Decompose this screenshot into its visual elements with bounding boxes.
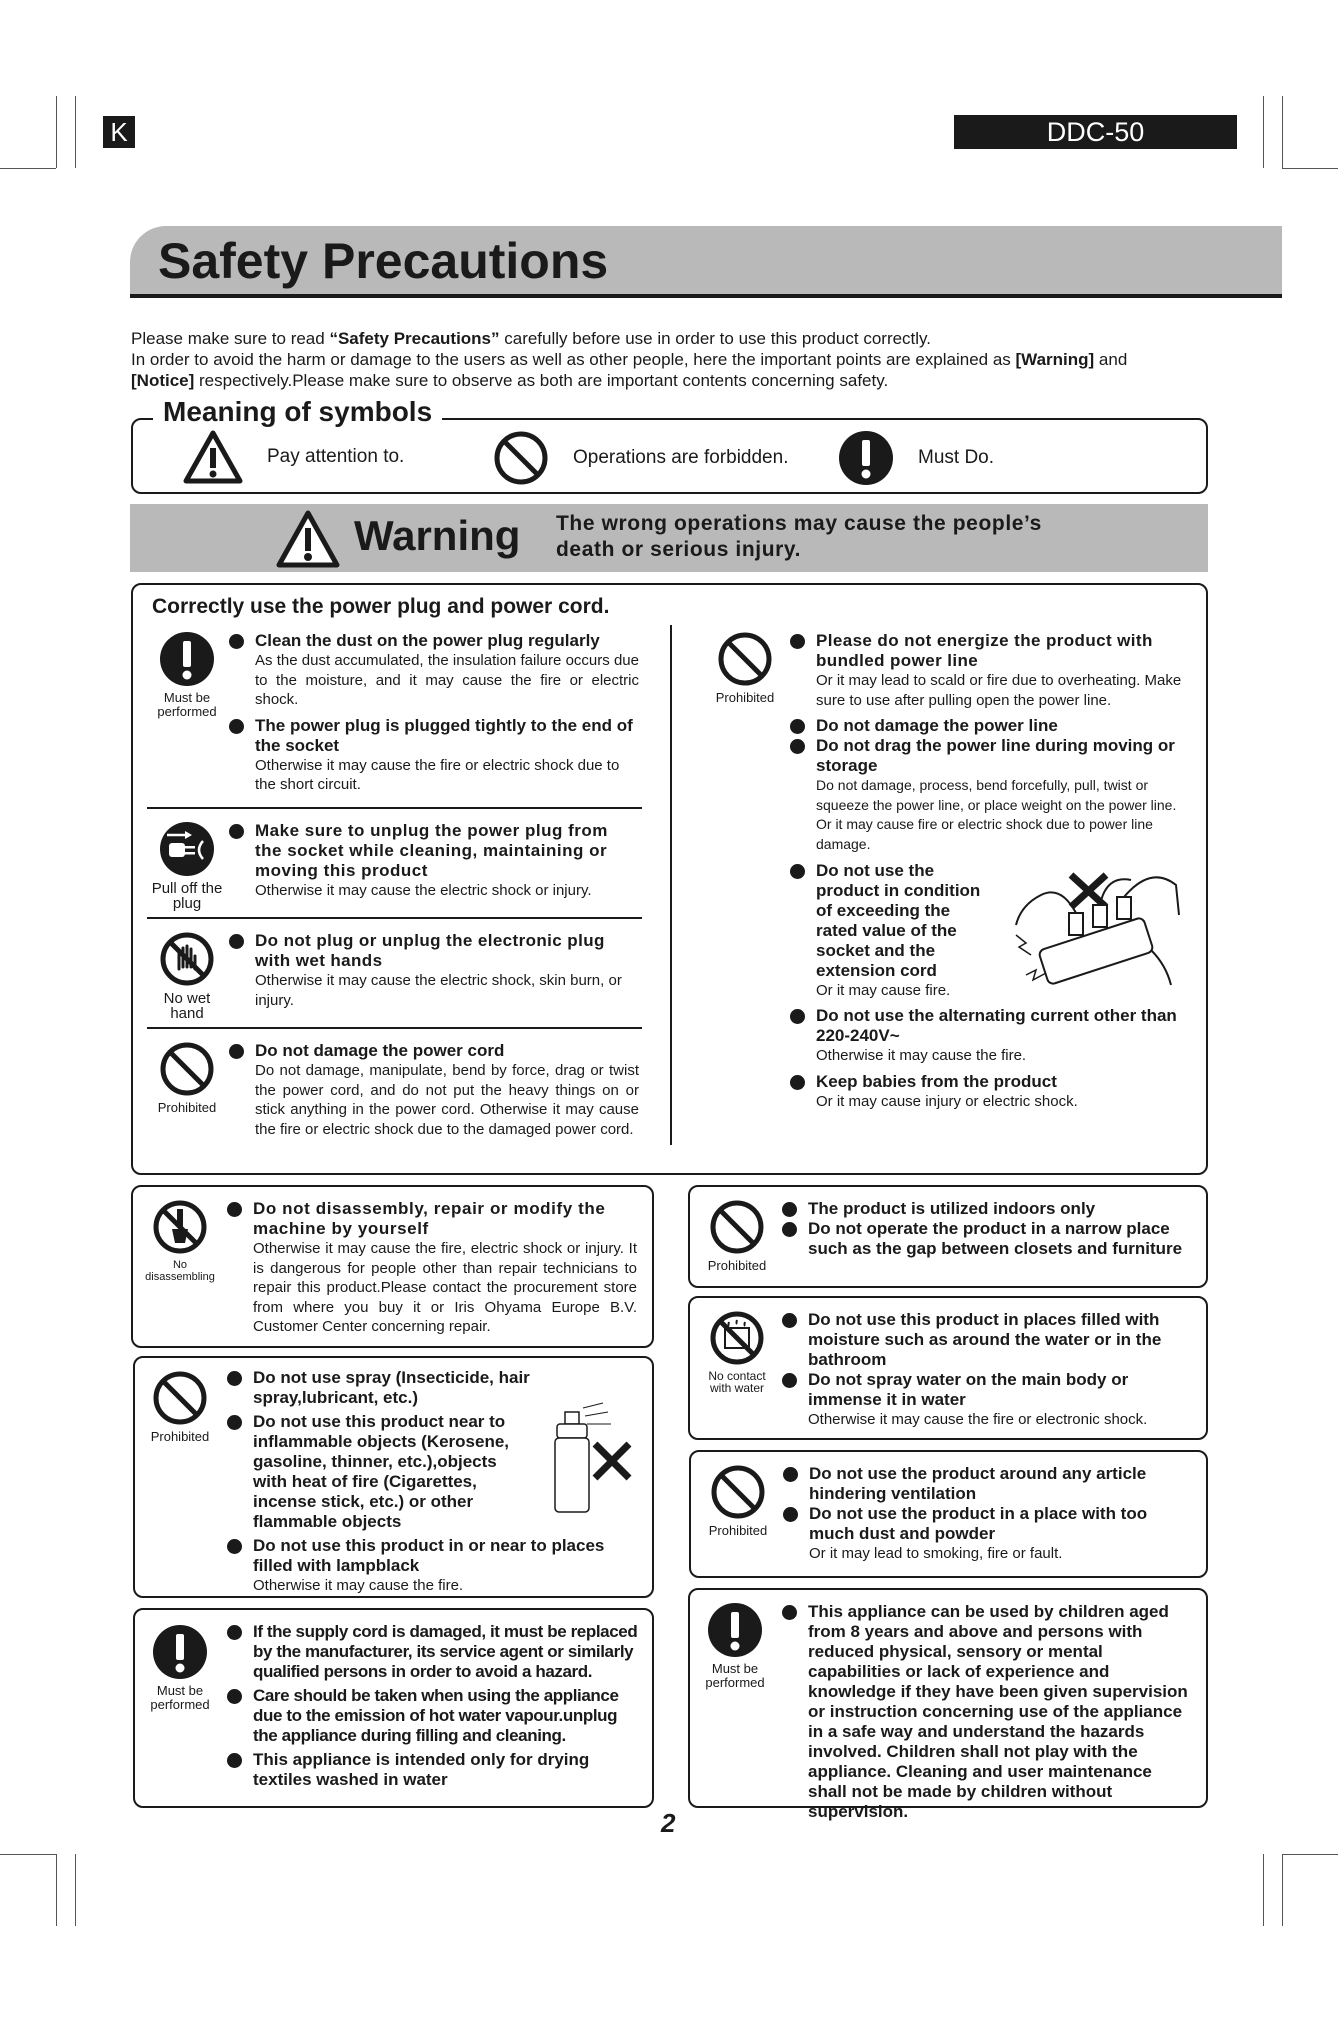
item-heading: Do not use spray (Insecticide, hair spray,lubricant, etc.): [253, 1368, 530, 1407]
item-body: As the dust accumulated, the insulation failure occurs due to the moisture, and it may cause the fire or electric shock.: [255, 652, 639, 709]
prohibited-badge: [702, 1199, 772, 1273]
icon-caption: Prohibited: [715, 690, 775, 705]
symbol-label: Must Do.: [918, 447, 995, 468]
item-heading: Do not use the product in condition of exceeding the rated value of the socket and the extension cord: [816, 860, 981, 980]
divider: [147, 917, 642, 919]
item-heading: If the supply cord is damaged, it must be replaced by the manufacturer, its service agent or similarly qualified persons in order to avoid a hazard.: [253, 1622, 638, 1681]
prohibited-badge: [147, 1041, 227, 1115]
intro-text-part: carefully before use in order to use this product correctly.: [499, 329, 932, 348]
item-body: Otherwise it may cause the fire, electric shock or injury. It is dangerous for people other than repair technicians to repair this product.Please contact the procurement store from where you buy it or Iris Ohyama Europe B.V. Customer Center concerning repair.: [253, 1240, 637, 1336]
item-body: Or it may lead to scald or fire due to overheating. Make sure to use after pulling open the power line.: [816, 672, 1182, 709]
page-title: Safety Precautions: [158, 233, 609, 289]
symbols-legend-title: Meaning of symbols: [153, 396, 442, 428]
plug-section-title: Correctly use the power plug and power cord.: [152, 595, 610, 618]
item-heading: Care should be taken when using the appliance due to the emission of hot water vapour.unplug the appliance during filling and cleaning.: [253, 1686, 619, 1745]
prohibited-icon: [717, 631, 773, 687]
must-do-icon: [838, 430, 894, 486]
item-heading: Do not operate the product in a narrow place such as the gap between closets and furniture: [808, 1219, 1183, 1258]
divider: [147, 807, 642, 809]
intro-emphasis: [Notice]: [131, 371, 195, 390]
warning-label: Warning: [354, 512, 521, 559]
item-heading: Do not use this product in places filled with moisture such as around the water or in the bathroom: [808, 1310, 1162, 1369]
water-box: [688, 1296, 1208, 1440]
prohibited-icon: [709, 1199, 765, 1255]
model-label: DDC-50: [954, 115, 1237, 149]
warning-band: [130, 504, 1208, 572]
no-disassembling-badge: [145, 1199, 215, 1283]
no-wet-hand-badge: [147, 931, 227, 1021]
item-heading: This appliance can be used by children aged from 8 years and above and persons with reduced physical, sensory or mental capabilities or lack of experience and knowledge if they have been given supervision or instruction concerning use of the appliance in a safe way and understand the hazards involved. Children shall not play with the appliance. Cleaning and user maintenance shall not be made by children without supervision.: [808, 1602, 1188, 1821]
prohibited-icon: [152, 1370, 208, 1426]
item-body: Do not damage, manipulate, bend by force, drag or twist the power cord, and do not put the heavy things on or stick anything in the power cord. Otherwise it may cause the fire or electric shock due to the damaged power cord.: [255, 1062, 639, 1138]
list-item: [783, 1464, 1193, 1564]
icon-caption: Must be performed: [157, 690, 217, 719]
prohibited-badge: [705, 631, 785, 705]
intro-text-part: Please make sure to read: [131, 329, 330, 348]
item-heading: Do not use the alternating current other than 220-240V~: [816, 1006, 1177, 1046]
item-heading: Do not use this product near to inflammable objects (Kerosene, gasoline, thinner, etc.),objects with heat of fire (Cigarettes, incense stick, etc.) or other flammable objects: [253, 1412, 510, 1531]
symbol-attention: [183, 430, 404, 484]
item-body: Otherwise it may cause the fire or electronic shock.: [808, 1411, 1148, 1428]
prohibited-icon: [710, 1464, 766, 1520]
list-item: [227, 1199, 637, 1337]
symbol-must-do: [838, 430, 994, 486]
spray-can-illustration: [553, 1398, 643, 1518]
crop-mark: [0, 168, 56, 169]
item-heading: Do not use this product in or near to places filled with lampblack: [253, 1536, 605, 1575]
item-heading: Do not spray water on the main body or immense it in water: [808, 1370, 1129, 1409]
list-item: [782, 1310, 1192, 1430]
item-heading: Do not drag the power line during moving or storage: [816, 736, 1175, 776]
item-heading: Please do not energize the product with bundled power line: [816, 631, 1153, 670]
intro-emphasis: [Warning]: [1015, 350, 1095, 369]
ventilation-box: [689, 1450, 1208, 1578]
must-be-performed-badge: [145, 1624, 215, 1712]
intro-text: [131, 328, 1211, 391]
icon-caption: Prohibited: [707, 1258, 767, 1273]
plug-section: [131, 583, 1208, 1175]
list-item: [229, 631, 639, 795]
prohibited-badge: [145, 1370, 215, 1444]
icon-caption: No contact with water: [708, 1369, 766, 1395]
warning-triangle-icon: [276, 510, 340, 568]
item-body: Or it may lead to smoking, fire or fault.: [809, 1545, 1063, 1562]
no-contact-with-water-icon: [709, 1310, 765, 1366]
item-heading: Do not use the product around any article hindering ventilation: [809, 1464, 1147, 1503]
icon-caption: Prohibited: [150, 1429, 210, 1444]
intro-emphasis: “Safety Precautions”: [329, 329, 500, 348]
must-be-performed-icon: [159, 631, 215, 687]
symbol-label: Operations are forbidden.: [573, 447, 789, 468]
prohibited-icon: [159, 1041, 215, 1097]
prohibited-badge: [703, 1464, 773, 1538]
item-heading: Do not plug or unplug the electronic plug with wet hands: [255, 931, 605, 970]
spray-box: [133, 1356, 654, 1598]
crop-mark: [56, 96, 57, 168]
item-body: Or it may cause fire.: [816, 981, 951, 999]
item-body: Or it may cause injury or electric shock.: [816, 1092, 1078, 1110]
icon-caption: No disassembling: [145, 1259, 215, 1283]
no-wet-hand-icon: [159, 931, 215, 987]
item-heading: The power plug is plugged tightly to the end of the socket: [255, 715, 633, 755]
list-item: [229, 1041, 639, 1139]
icon-caption: No wet hand: [163, 990, 211, 1022]
intro-text-part: respectively.Please make sure to observe as both are important contents concerning safety.: [194, 371, 889, 390]
item-body: Otherwise it may cause the fire or electric shock due to the short circuit.: [255, 756, 620, 794]
crop-mark: [0, 1854, 56, 1855]
item-heading: Do not damage the power line: [816, 716, 1058, 736]
item-heading: Clean the dust on the power plug regularly: [255, 631, 600, 650]
warning-description-line: The wrong operations may cause the people’s: [556, 512, 1042, 535]
list-item: [782, 1199, 1192, 1259]
symbols-legend: [131, 396, 1208, 494]
crop-mark: [1282, 168, 1338, 169]
pull-off-plug-badge: [147, 821, 227, 911]
item-body: Otherwise it may cause the electric shock or injury.: [255, 882, 592, 899]
intro-text-part: and: [1094, 350, 1128, 369]
supply-cord-box: [133, 1608, 654, 1808]
list-item: [229, 931, 639, 1010]
item-heading: Keep babies from the product: [816, 1071, 1057, 1091]
disassembly-box: [131, 1185, 654, 1348]
must-be-performed-badge: [147, 631, 227, 719]
prohibited-icon: [493, 430, 549, 486]
list-item: [227, 1622, 639, 1790]
item-body: Otherwise it may cause the fire.: [253, 1577, 464, 1594]
icon-caption: Pull off the plug: [151, 880, 223, 912]
intro-text-part: In order to avoid the harm or damage to the users as well as other people, here the important points are explained as: [131, 350, 1016, 369]
crop-mark: [1263, 96, 1264, 168]
icon-caption: Prohibited: [708, 1523, 768, 1538]
must-be-performed-badge: [700, 1602, 770, 1690]
symbol-label: Pay attention to.: [267, 446, 405, 467]
no-contact-with-water-badge: [702, 1310, 772, 1394]
page-number: 2: [661, 1808, 676, 1838]
item-heading: Do not use the product in a place with too much dust and powder: [809, 1504, 1148, 1543]
indoors-box: [688, 1185, 1208, 1288]
overloaded-power-strip-illustration: [1011, 855, 1181, 995]
must-be-performed-icon: [152, 1624, 208, 1680]
pull-off-plug-icon: [159, 821, 215, 877]
must-be-performed-icon: [707, 1602, 763, 1658]
item-heading: Do not damage the power cord: [255, 1041, 505, 1060]
crop-mark: [56, 1854, 57, 1926]
no-disassembling-icon: [152, 1199, 208, 1255]
item-body: Otherwise it may cause the fire.: [816, 1047, 1027, 1065]
title-band: [130, 226, 1282, 298]
item-heading: Do not disassembly, repair or modify the machine by yourself: [253, 1199, 606, 1238]
children-box: [688, 1588, 1208, 1821]
item-body: Otherwise it may cause the electric shock, skin burn, or injury.: [255, 972, 622, 1009]
crop-mark: [75, 1854, 76, 1926]
item-heading: This appliance is intended only for drying textiles washed in water: [253, 1750, 590, 1789]
crop-mark: [75, 96, 76, 168]
warning-description-line: death or serious injury.: [556, 538, 802, 561]
list-item: [782, 1602, 1192, 1822]
section-letter-badge: K: [103, 116, 135, 148]
list-item: [229, 821, 639, 901]
symbol-forbidden: [493, 430, 788, 486]
crop-mark: [1282, 1854, 1338, 1855]
icon-caption: Must be performed: [705, 1661, 765, 1690]
item-heading: The product is utilized indoors only: [808, 1199, 1096, 1218]
warning-triangle-icon: [183, 430, 243, 484]
item-body: Do not damage, process, bend forcefully, pull, twist or squeeze the power line, or place weight on the power line. Or it may cause fire or electric shock due to power line damage.: [816, 777, 1177, 852]
item-heading: Make sure to unplug the power plug from the socket while cleaning, maintaining or moving this product: [255, 821, 608, 880]
warning-description: [556, 511, 1042, 563]
divider: [147, 1027, 642, 1029]
icon-caption: Must be performed: [150, 1683, 210, 1712]
crop-mark: [1282, 1854, 1283, 1926]
icon-caption: Prohibited: [157, 1100, 217, 1115]
crop-mark: [1282, 96, 1283, 168]
crop-mark: [1263, 1854, 1264, 1926]
column-divider: [670, 625, 672, 1145]
